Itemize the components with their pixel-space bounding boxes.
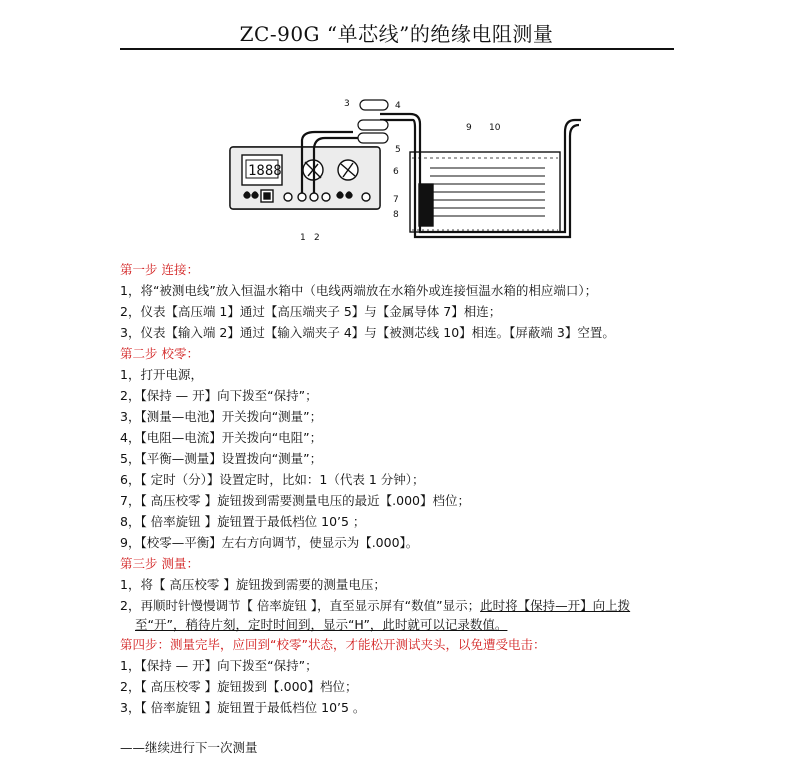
callout-6: 6 <box>393 167 399 177</box>
step-heading: 第一步 连接： <box>120 262 199 277</box>
instruction-line: 1，【保持 — 开】向下拨至“保持”； <box>120 658 318 673</box>
instruction-line: 8，【 倍率旋钮 】旋钮置于最低档位 10’5 ； <box>120 514 366 529</box>
meter-display: 1888 <box>248 163 282 179</box>
step-heading: 第二步 校零： <box>120 346 199 361</box>
instruction-line: 4，【电阻—电流】开关拨向“电阻”； <box>120 430 323 445</box>
instruction-line: 3，仪表【输入端 2】通过【输入端夹子 4】与【被测芯线 10】相连。【屏蔽端 3】空置。 <box>120 325 615 340</box>
instruction-line: 3，【测量—电池】开关拨向“测量”； <box>120 409 323 424</box>
callout-2: 2 <box>314 233 320 243</box>
callout-8: 8 <box>393 210 399 220</box>
instruction-line: 2，【保持 — 开】向下拨至“保持”； <box>120 388 318 403</box>
step-heading: 第四步：测量完毕，应回到“校零”状态，才能松开测试夹头，以免遭受电击： <box>120 637 546 652</box>
connection-diagram <box>225 92 585 244</box>
step-heading: 第三步 测量： <box>120 556 199 571</box>
instruction-line: 3，【 倍率旋钮 】旋钮置于最低档位 10’5 。 <box>120 700 366 715</box>
instruction-line: 1，将“被测电线”放入恒温水箱中（电线两端放在水箱外或连接恒温水箱的相应端口）； <box>120 283 598 298</box>
instruction-part: 2，再顺时针慢慢调节【 倍率旋钮 】，直至显示屏有“数值”显示； <box>120 598 481 613</box>
callout-4: 4 <box>395 101 401 111</box>
instruction-line: 2，仪表【高压端 1】通过【高压端夹子 5】与【金属导体 7】相连； <box>120 304 502 319</box>
instruction-line: 5，【平衡—测量】设置拨向“测量”； <box>120 451 323 466</box>
meter-body <box>230 147 380 209</box>
instruction-line: 6，【 定时（分）】设置定时，比如：1（代表 1 分钟）； <box>120 472 425 487</box>
instruction-line: 1，将【 高压校零 】旋钮拨到需要的测量电压； <box>120 577 386 592</box>
water-tank <box>410 152 560 232</box>
instruction-line: 7，【 高压校零 】旋钮拨到需要测量电压的最近【.000】档位； <box>120 493 470 508</box>
callout-5: 5 <box>395 145 401 155</box>
clips <box>358 100 388 143</box>
callout-7: 7 <box>393 195 399 205</box>
footer-note: ——继续进行下一次测量 <box>120 740 258 755</box>
callout-3: 3 <box>344 99 350 109</box>
callout-1: 1 <box>300 233 306 243</box>
instruction-line: 9，【校零—平衡】左右方向调节，使显示为【.000】。 <box>120 535 419 550</box>
callout-9: 9 <box>466 123 472 133</box>
instruction-line: 2，【 高压校零 】旋钮拨到【.000】档位； <box>120 679 358 694</box>
callout-10: 10 <box>489 123 501 133</box>
title-rule <box>120 48 674 50</box>
instruction-line: 1，打开电源， <box>120 367 203 382</box>
instruction-line <box>120 598 630 614</box>
instruction-line-underlined: 至“开”，稍待片刻，定时时间到，显示“H”，此时就可以记录数值。 <box>135 617 508 632</box>
instruction-part-underlined: 此时将【保持—开】向上拨 <box>480 598 631 613</box>
page-title: ZC-90G “单芯线”的绝缘电阻测量 <box>239 22 554 46</box>
